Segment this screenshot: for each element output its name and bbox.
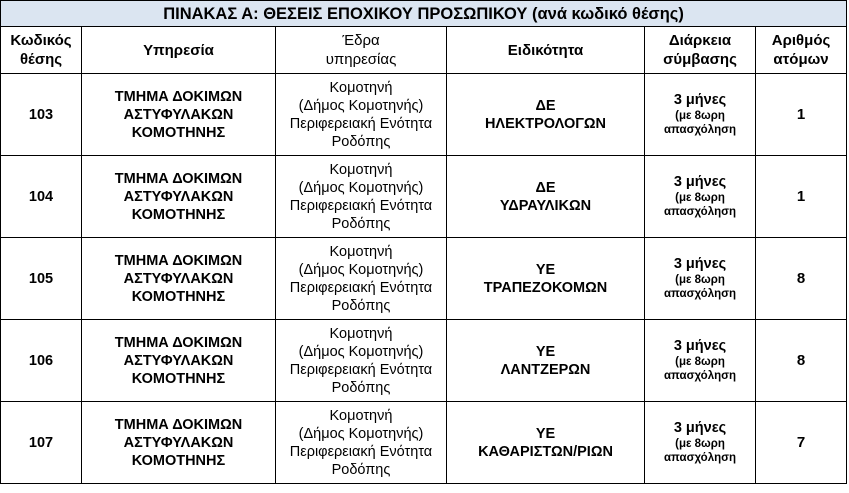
location-line: (Δήμος Κομοτηνής) xyxy=(298,179,424,196)
table-row xyxy=(1,156,847,238)
table-row xyxy=(1,238,847,320)
contract-duration xyxy=(645,238,756,320)
header-location-line2: υπηρεσίας xyxy=(325,51,397,68)
duration-note-line: απασχόληση xyxy=(663,288,737,300)
location-line: Περιφερειακή Ενότητα xyxy=(289,361,433,378)
service-line: ΤΜΗΜΑ ΔΟΚΙΜΩΝ xyxy=(114,334,243,351)
service-line: ΑΣΤΥΦΥΛΑΚΩΝ xyxy=(123,270,234,287)
header-duration-line1: Διάρκεια xyxy=(668,32,732,49)
header-code-line2: θέσης xyxy=(19,51,63,68)
location-line: Κομοτηνή xyxy=(329,79,393,96)
person-count: 8 xyxy=(756,320,847,402)
specialty-line: ΛΑΝΤΖΕΡΩΝ xyxy=(500,361,591,378)
location-line: (Δήμος Κομοτηνής) xyxy=(298,425,424,442)
header-duration xyxy=(645,27,756,74)
duration-main: 3 μήνες xyxy=(673,256,727,272)
duration-note-line: (με 8ωρη xyxy=(675,356,725,368)
specialty-line: ΔΕ xyxy=(535,179,556,196)
duration-note xyxy=(645,191,755,219)
header-code xyxy=(1,27,82,74)
duration-note-line: (με 8ωρη xyxy=(675,192,725,204)
location-line: Ροδόπης xyxy=(331,379,391,396)
header-count xyxy=(756,27,847,74)
service-line: ΚΟΜΟΤΗΝΗΣ xyxy=(131,124,226,141)
service-line: ΤΜΗΜΑ ΔΟΚΙΜΩΝ xyxy=(114,170,243,187)
table-row xyxy=(1,402,847,484)
duration-main: 3 μήνες xyxy=(673,338,727,354)
specialty-line: ΚΑΘΑΡΙΣΤΩΝ/ΡΙΩΝ xyxy=(478,443,613,460)
specialty-line: ΤΡΑΠΕΖΟΚΟΜΩΝ xyxy=(483,279,608,296)
contract-duration xyxy=(645,320,756,402)
location-line: Κομοτηνή xyxy=(329,243,393,260)
location-line: Κομοτηνή xyxy=(329,325,393,342)
contract-duration xyxy=(645,402,756,484)
service-line: ΑΣΤΥΦΥΛΑΚΩΝ xyxy=(123,188,234,205)
header-count-line2: ατόμων xyxy=(773,51,829,68)
specialty-line: ΥΕ xyxy=(535,343,556,360)
specialty-line: ΥΔΡΑΥΛΙΚΩΝ xyxy=(499,197,592,214)
service-line: ΚΟΜΟΤΗΝΗΣ xyxy=(131,288,226,305)
location-line: Κομοτηνή xyxy=(329,407,393,424)
service-line: ΤΜΗΜΑ ΔΟΚΙΜΩΝ xyxy=(114,416,243,433)
service-line: ΑΣΤΥΦΥΛΑΚΩΝ xyxy=(123,352,234,369)
specialty-line: ΗΛΕΚΤΡΟΛΟΓΩΝ xyxy=(484,115,607,132)
header-location xyxy=(276,27,447,74)
location-line: Περιφερειακή Ενότητα xyxy=(289,115,433,132)
specialty xyxy=(447,238,645,320)
location-line: Περιφερειακή Ενότητα xyxy=(289,443,433,460)
service-name xyxy=(82,402,276,484)
table-row xyxy=(1,320,847,402)
location-line: Κομοτηνή xyxy=(329,161,393,178)
location-line: Περιφερειακή Ενότητα xyxy=(289,279,433,296)
header-duration-line2: σύμβασης xyxy=(663,51,737,68)
location-line: (Δήμος Κομοτηνής) xyxy=(298,261,424,278)
service-line: ΚΟΜΟΤΗΝΗΣ xyxy=(131,452,226,469)
duration-main: 3 μήνες xyxy=(673,174,727,190)
header-location-line1: Έδρα xyxy=(342,32,380,49)
duration-note-line: (με 8ωρη xyxy=(675,274,725,286)
specialty-line: ΥΕ xyxy=(535,425,556,442)
duration-note-line: (με 8ωρη xyxy=(675,110,725,122)
person-count: 8 xyxy=(756,238,847,320)
person-count: 1 xyxy=(756,156,847,238)
duration-note xyxy=(645,109,755,137)
service-line: ΤΜΗΜΑ ΔΟΚΙΜΩΝ xyxy=(114,88,243,105)
service-name xyxy=(82,320,276,402)
header-specialty: Ειδικότητα xyxy=(447,27,645,74)
duration-note-line: απασχόληση xyxy=(663,124,737,136)
service-location xyxy=(276,74,447,156)
position-code: 106 xyxy=(1,320,82,402)
contract-duration xyxy=(645,74,756,156)
service-name xyxy=(82,238,276,320)
specialty xyxy=(447,74,645,156)
duration-main: 3 μήνες xyxy=(673,92,727,108)
duration-note xyxy=(645,437,755,465)
service-location xyxy=(276,402,447,484)
header-count-line1: Αριθμός xyxy=(771,32,831,49)
service-line: ΚΟΜΟΤΗΝΗΣ xyxy=(131,370,226,387)
position-code: 103 xyxy=(1,74,82,156)
header-code-line1: Κωδικός xyxy=(10,32,72,49)
duration-note-line: απασχόληση xyxy=(663,206,737,218)
table-row xyxy=(1,74,847,156)
service-location xyxy=(276,238,447,320)
service-location xyxy=(276,156,447,238)
person-count: 7 xyxy=(756,402,847,484)
specialty-line: ΔΕ xyxy=(535,97,556,114)
service-line: ΚΟΜΟΤΗΝΗΣ xyxy=(131,206,226,223)
location-line: (Δήμος Κομοτηνής) xyxy=(298,343,424,360)
duration-note-line: απασχόληση xyxy=(663,452,737,464)
duration-note xyxy=(645,355,755,383)
service-line: ΤΜΗΜΑ ΔΟΚΙΜΩΝ xyxy=(114,252,243,269)
specialty-line: ΥΕ xyxy=(535,261,556,278)
table-title: ΠΙΝΑΚΑΣ Α: ΘΕΣΕΙΣ ΕΠΟΧΙΚΟΥ ΠΡΟΣΩΠΙΚΟΥ (ανά κωδικό θέσης) xyxy=(1,1,847,27)
specialty xyxy=(447,156,645,238)
location-line: Περιφερειακή Ενότητα xyxy=(289,197,433,214)
specialty xyxy=(447,402,645,484)
specialty xyxy=(447,320,645,402)
duration-main: 3 μήνες xyxy=(673,420,727,436)
location-line: (Δήμος Κομοτηνής) xyxy=(298,97,424,114)
duration-note-line: απασχόληση xyxy=(663,370,737,382)
service-location xyxy=(276,320,447,402)
location-line: Ροδόπης xyxy=(331,297,391,314)
header-row xyxy=(1,27,847,74)
header-service: Υπηρεσία xyxy=(82,27,276,74)
service-line: ΑΣΤΥΦΥΛΑΚΩΝ xyxy=(123,106,234,123)
service-name xyxy=(82,74,276,156)
duration-note xyxy=(645,273,755,301)
position-code: 104 xyxy=(1,156,82,238)
position-code: 107 xyxy=(1,402,82,484)
location-line: Ροδόπης xyxy=(331,133,391,150)
contract-duration xyxy=(645,156,756,238)
duration-note-line: (με 8ωρη xyxy=(675,438,725,450)
location-line: Ροδόπης xyxy=(331,461,391,478)
position-code: 105 xyxy=(1,238,82,320)
service-line: ΑΣΤΥΦΥΛΑΚΩΝ xyxy=(123,434,234,451)
service-name xyxy=(82,156,276,238)
location-line: Ροδόπης xyxy=(331,215,391,232)
person-count: 1 xyxy=(756,74,847,156)
